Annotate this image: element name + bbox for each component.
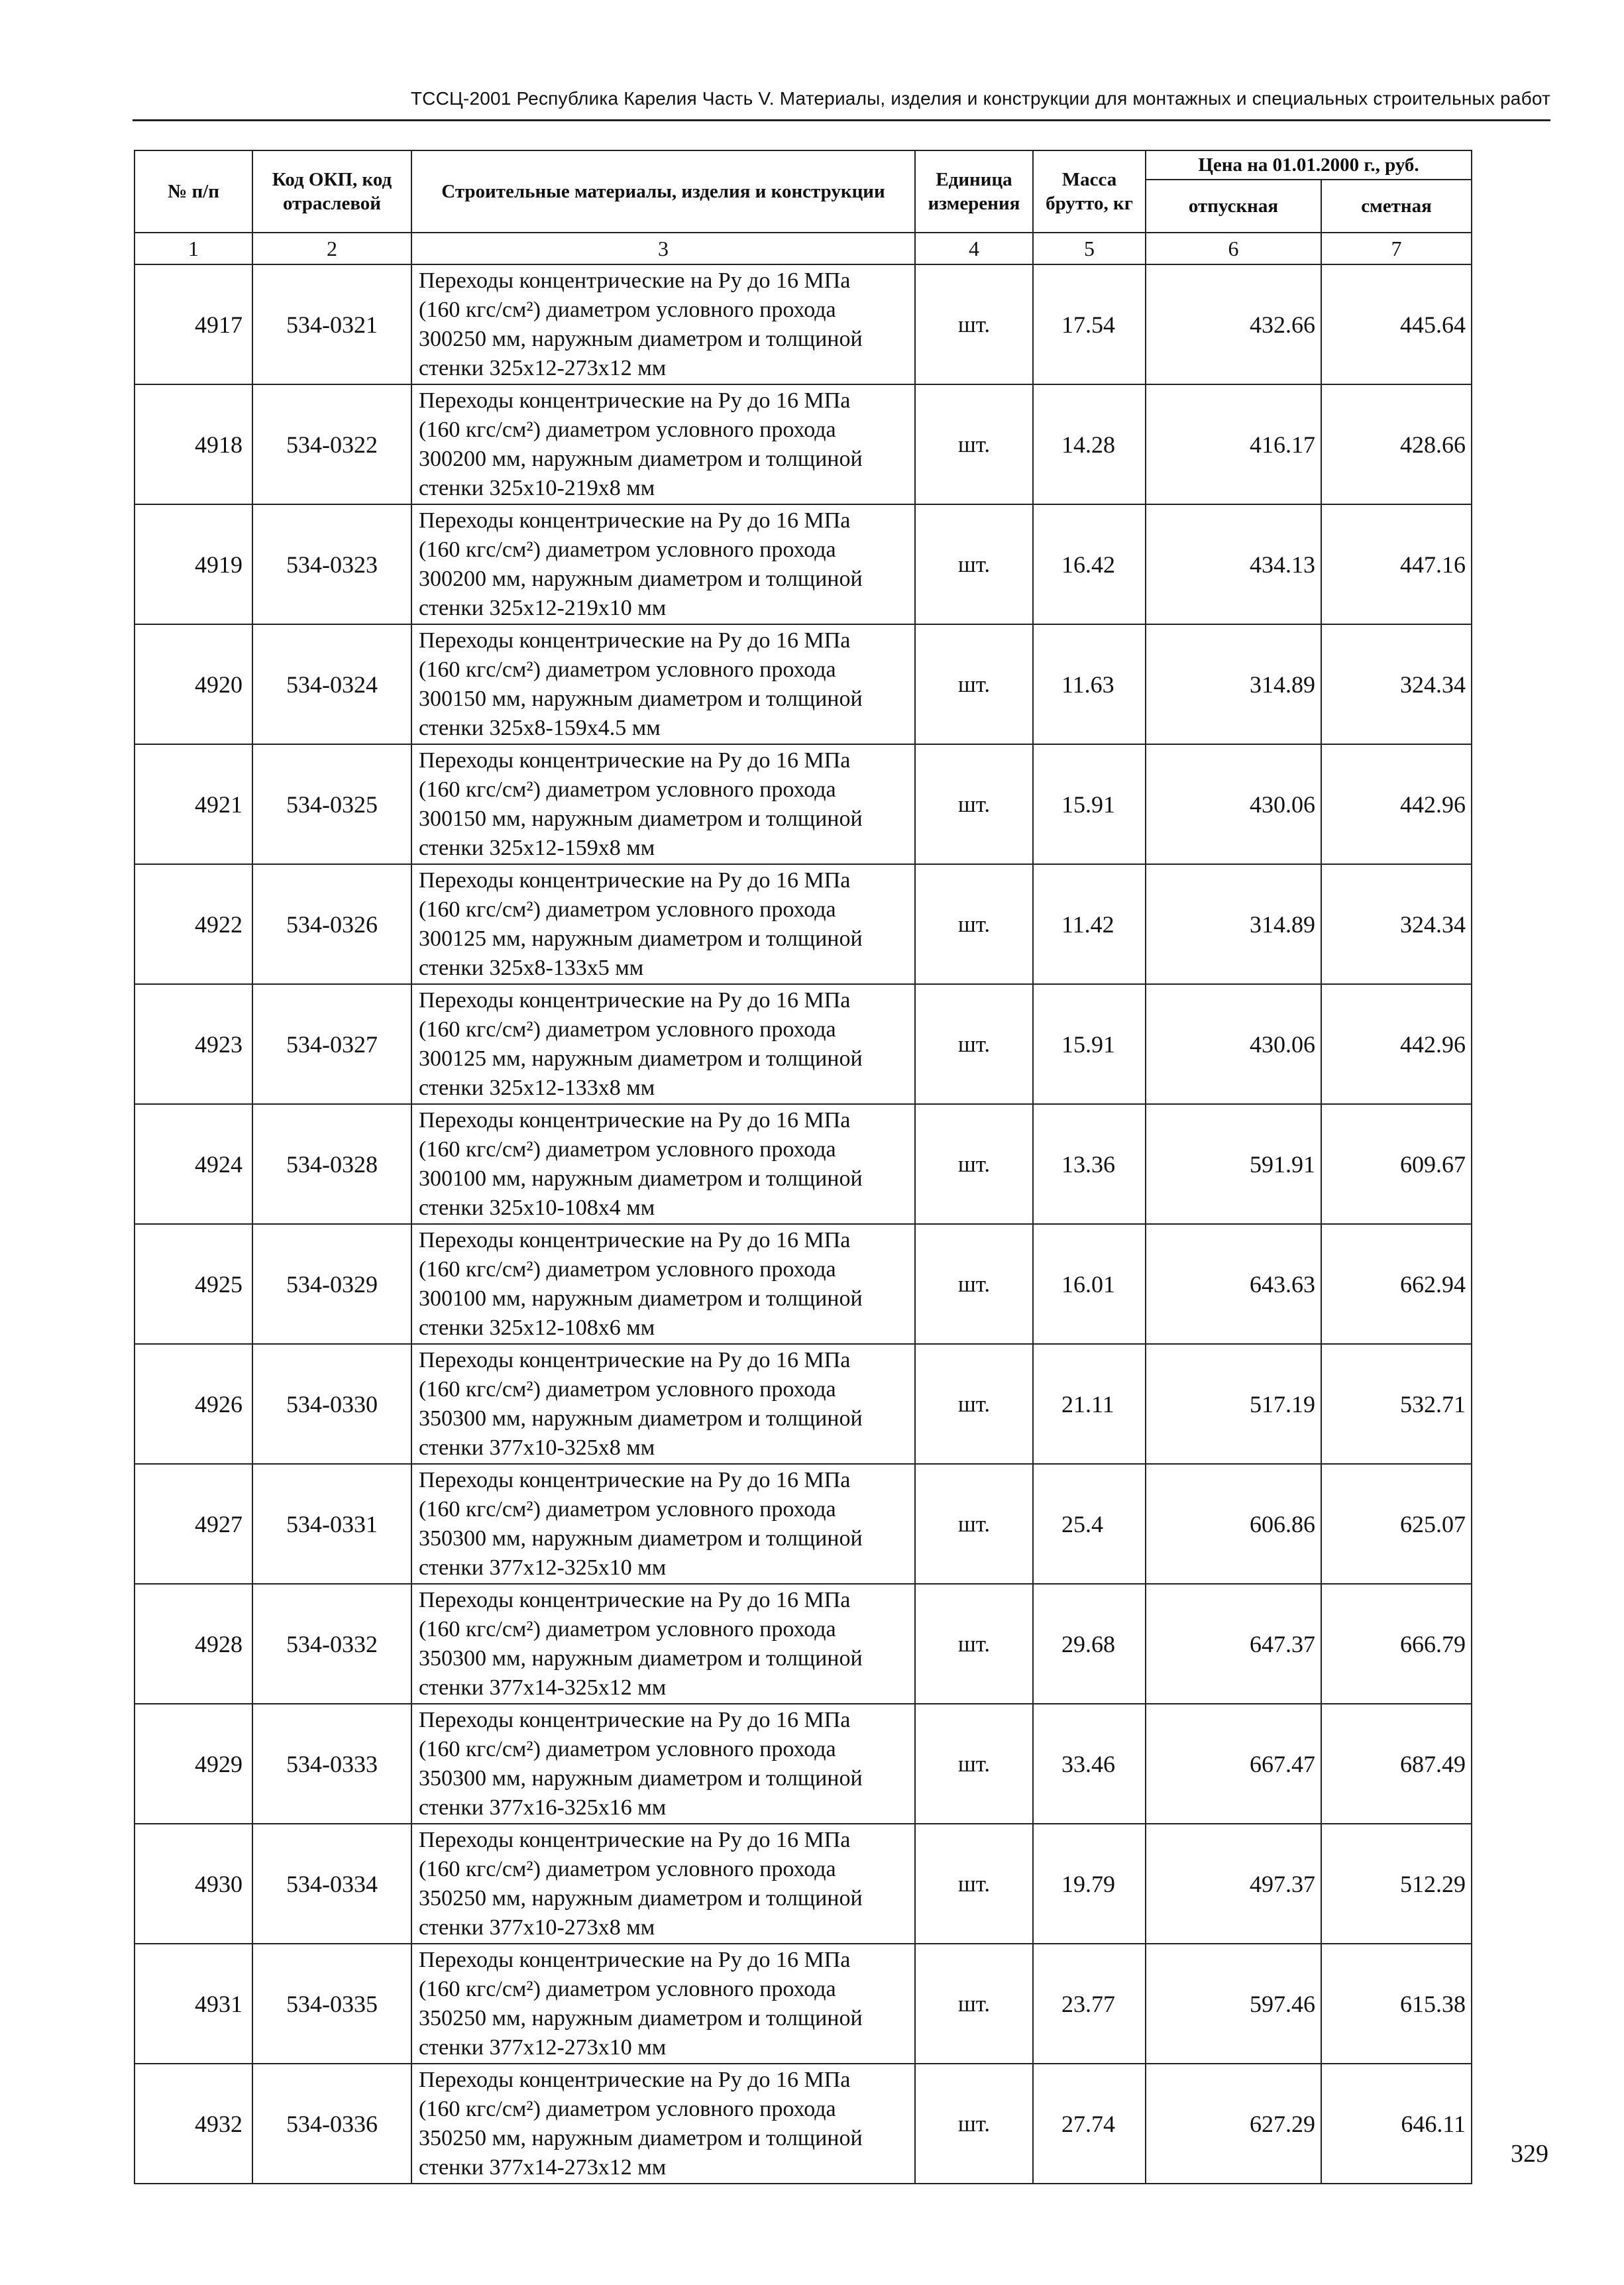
unit-of-measure: шт.: [915, 2064, 1033, 2184]
price-estimate: 442.96: [1321, 744, 1472, 864]
description-line: Переходы концентрические на Ру до 16 МПа: [419, 1947, 851, 1972]
column-number: 4: [915, 233, 1033, 264]
description-line: 350250 мм, наружным диаметром и толщиной: [419, 2125, 863, 2150]
description-line: Переходы концентрические на Ру до 16 МПа: [419, 1107, 851, 1133]
description-line: Переходы концентрические на Ру до 16 МПа: [419, 1587, 851, 1612]
price-release: 591.91: [1146, 1104, 1321, 1224]
description-line: стенки 377х16-325х16 мм: [419, 1795, 667, 1820]
table-row: [135, 1944, 1472, 2064]
description-line: Переходы концентрические на Ру до 16 МПа: [419, 748, 851, 773]
description-line: (160 кгс/см²) диаметром условного прохода: [419, 1017, 836, 1042]
description-line: (160 кгс/см²) диаметром условного прохода: [419, 657, 836, 682]
description-line: (160 кгс/см²) диаметром условного прохода: [419, 2096, 836, 2121]
okp-code: 534-0334: [252, 1824, 411, 1944]
col-header-price-release: отпускная: [1146, 180, 1321, 233]
table-row: [135, 1224, 1472, 1344]
table-row: [135, 864, 1472, 984]
price-estimate: 445.64: [1321, 264, 1472, 384]
description-line: (160 кгс/см²) диаметром условного прохода: [419, 1496, 836, 1522]
price-release: 434.13: [1146, 504, 1321, 624]
col-header-price-estimate: сметная: [1321, 180, 1472, 233]
gross-mass: 21.11: [1033, 1344, 1146, 1464]
okp-code: 534-0328: [252, 1104, 411, 1224]
description-line: (160 кгс/см²) диаметром условного прохода: [419, 1256, 836, 1282]
item-description: [411, 864, 915, 984]
col-header-desc: Строительные материалы, изделия и конструкции: [411, 150, 915, 233]
description-line: (160 кгс/см²) диаметром условного прохода: [419, 1736, 836, 1761]
description-line: Переходы концентрические на Ру до 16 МПа: [419, 1347, 851, 1372]
gross-mass: 14.28: [1033, 384, 1146, 504]
description-line: стенки 377х14-273х12 мм: [419, 2154, 667, 2180]
price-estimate: 512.29: [1321, 1824, 1472, 1944]
gross-mass: 29.68: [1033, 1584, 1146, 1704]
gross-mass: 13.36: [1033, 1104, 1146, 1224]
unit-of-measure: шт.: [915, 624, 1033, 744]
row-number: 4923: [135, 984, 252, 1104]
unit-of-measure: шт.: [915, 1944, 1033, 2064]
table-row: [135, 744, 1472, 864]
gross-mass: 16.01: [1033, 1224, 1146, 1344]
column-number-row: [135, 233, 1472, 264]
unit-of-measure: шт.: [915, 1704, 1033, 1824]
col-header-mass: Масса брутто, кг: [1033, 150, 1146, 233]
gross-mass: 17.54: [1033, 264, 1146, 384]
gross-mass: 16.42: [1033, 504, 1146, 624]
gross-mass: 27.74: [1033, 2064, 1146, 2184]
description-line: стенки 325х10-219х8 мм: [419, 475, 655, 500]
row-number: 4931: [135, 1944, 252, 2064]
description-line: Переходы концентрические на Ру до 16 МПа: [419, 987, 851, 1013]
table-row: [135, 384, 1472, 504]
price-estimate: 666.79: [1321, 1584, 1472, 1704]
description-line: Переходы концентрические на Ру до 16 МПа: [419, 268, 851, 293]
table-row: [135, 984, 1472, 1104]
page-number: 329: [1511, 2140, 1548, 2168]
item-description: [411, 1104, 915, 1224]
unit-of-measure: шт.: [915, 1464, 1033, 1584]
description-line: Переходы концентрические на Ру до 16 МПа: [419, 2067, 851, 2092]
description-line: (160 кгс/см²) диаметром условного прохода: [419, 417, 836, 442]
description-line: стенки 325х12-273х12 мм: [419, 355, 667, 380]
price-estimate: 662.94: [1321, 1224, 1472, 1344]
price-estimate: 609.67: [1321, 1104, 1472, 1224]
description-line: 300150 мм, наружным диаметром и толщиной: [419, 806, 863, 831]
item-description: [411, 1584, 915, 1704]
description-line: 300125 мм, наружным диаметром и толщиной: [419, 926, 863, 951]
price-release: 497.37: [1146, 1824, 1321, 1944]
gross-mass: 25.4: [1033, 1464, 1146, 1584]
price-release: 667.47: [1146, 1704, 1321, 1824]
price-estimate: 324.34: [1321, 864, 1472, 984]
description-line: 300150 мм, наружным диаметром и толщиной: [419, 686, 863, 711]
column-number: 5: [1033, 233, 1146, 264]
description-line: (160 кгс/см²) диаметром условного прохода: [419, 1137, 836, 1162]
description-line: 350300 мм, наружным диаметром и толщиной: [419, 1526, 863, 1551]
unit-of-measure: шт.: [915, 264, 1033, 384]
table-row: [135, 1824, 1472, 1944]
description-line: (160 кгс/см²) диаметром условного прохода: [419, 777, 836, 802]
price-estimate: 447.16: [1321, 504, 1472, 624]
column-number: 3: [411, 233, 915, 264]
description-line: стенки 377х14-325х12 мм: [419, 1675, 667, 1700]
item-description: [411, 1224, 915, 1344]
item-description: [411, 1824, 915, 1944]
price-estimate: 625.07: [1321, 1464, 1472, 1584]
description-line: 350300 мм, наружным диаметром и толщиной: [419, 1406, 863, 1431]
unit-of-measure: шт.: [915, 864, 1033, 984]
row-number: 4929: [135, 1704, 252, 1824]
description-line: 300200 мм, наружным диаметром и толщиной: [419, 446, 863, 471]
description-line: Переходы концентрические на Ру до 16 МПа: [419, 388, 851, 413]
okp-code: 534-0336: [252, 2064, 411, 2184]
description-line: (160 кгс/см²) диаметром условного прохода: [419, 1616, 836, 1642]
okp-code: 534-0335: [252, 1944, 411, 2064]
description-line: 300250 мм, наружным диаметром и толщиной: [419, 326, 863, 351]
column-number: 7: [1321, 233, 1472, 264]
description-line: (160 кгс/см²) диаметром условного прохода: [419, 897, 836, 922]
description-line: Переходы концентрические на Ру до 16 МПа: [419, 1707, 851, 1732]
row-number: 4920: [135, 624, 252, 744]
description-line: 350300 мм, наружным диаметром и толщиной: [419, 1645, 863, 1671]
price-release: 416.17: [1146, 384, 1321, 504]
price-table: [134, 150, 1472, 2184]
item-description: [411, 624, 915, 744]
row-number: 4927: [135, 1464, 252, 1584]
okp-code: 534-0321: [252, 264, 411, 384]
row-number: 4932: [135, 2064, 252, 2184]
gross-mass: 11.42: [1033, 864, 1146, 984]
okp-code: 534-0323: [252, 504, 411, 624]
description-line: (160 кгс/см²) диаметром условного прохода: [419, 1976, 836, 2001]
unit-of-measure: шт.: [915, 1824, 1033, 1944]
description-line: стенки 325х12-108х6 мм: [419, 1315, 655, 1340]
unit-of-measure: шт.: [915, 1344, 1033, 1464]
table-row: [135, 1344, 1472, 1464]
description-line: Переходы концентрические на Ру до 16 МПа: [419, 508, 851, 533]
price-release: 430.06: [1146, 744, 1321, 864]
okp-code: 534-0330: [252, 1344, 411, 1464]
row-number: 4928: [135, 1584, 252, 1704]
price-release: 643.63: [1146, 1224, 1321, 1344]
column-number: 2: [252, 233, 411, 264]
gross-mass: 33.46: [1033, 1704, 1146, 1824]
price-estimate: 532.71: [1321, 1344, 1472, 1464]
description-line: Переходы концентрические на Ру до 16 МПа: [419, 628, 851, 653]
description-line: стенки 325х8-133х5 мм: [419, 955, 644, 980]
gross-mass: 11.63: [1033, 624, 1146, 744]
table-row: [135, 504, 1472, 624]
table-row: [135, 1584, 1472, 1704]
okp-code: 534-0322: [252, 384, 411, 504]
price-release: 597.46: [1146, 1944, 1321, 2064]
description-line: (160 кгс/см²) диаметром условного прохода: [419, 1376, 836, 1402]
price-estimate: 428.66: [1321, 384, 1472, 504]
item-description: [411, 1944, 915, 2064]
item-description: [411, 1704, 915, 1824]
row-number: 4921: [135, 744, 252, 864]
table-row: [135, 2064, 1472, 2184]
description-line: 350250 мм, наружным диаметром и толщиной: [419, 1885, 863, 1911]
price-release: 430.06: [1146, 984, 1321, 1104]
gross-mass: 15.91: [1033, 984, 1146, 1104]
description-line: стенки 325х8-159х4.5 мм: [419, 715, 661, 740]
description-line: Переходы концентрические на Ру до 16 МПа: [419, 867, 851, 893]
row-number: 4924: [135, 1104, 252, 1224]
okp-code: 534-0331: [252, 1464, 411, 1584]
price-release: 517.19: [1146, 1344, 1321, 1464]
row-number: 4917: [135, 264, 252, 384]
okp-code: 534-0327: [252, 984, 411, 1104]
description-line: Переходы концентрические на Ру до 16 МПа: [419, 1827, 851, 1852]
price-estimate: 687.49: [1321, 1704, 1472, 1824]
description-line: стенки 377х12-325х10 мм: [419, 1555, 667, 1580]
col-header-price-group: Цена на 01.01.2000 г., руб.: [1146, 150, 1472, 180]
price-estimate: 324.34: [1321, 624, 1472, 744]
column-number: 6: [1146, 233, 1321, 264]
okp-code: 534-0324: [252, 624, 411, 744]
unit-of-measure: шт.: [915, 504, 1033, 624]
unit-of-measure: шт.: [915, 1224, 1033, 1344]
description-line: 300100 мм, наружным диаметром и толщиной: [419, 1166, 863, 1191]
description-line: стенки 325х12-159х8 мм: [419, 835, 655, 860]
description-line: (160 кгс/см²) диаметром условного прохода: [419, 537, 836, 562]
running-header: ТССЦ-2001 Республика Карелия Часть V. Материалы, изделия и конструкции для монтажных и специальных строительных работ: [133, 86, 1550, 121]
item-description: [411, 744, 915, 864]
description-line: Переходы концентрические на Ру до 16 МПа: [419, 1227, 851, 1253]
table-row: [135, 1464, 1472, 1584]
gross-mass: 23.77: [1033, 1944, 1146, 2064]
description-line: Переходы концентрические на Ру до 16 МПа: [419, 1467, 851, 1492]
gross-mass: 19.79: [1033, 1824, 1146, 1944]
row-number: 4918: [135, 384, 252, 504]
unit-of-measure: шт.: [915, 1104, 1033, 1224]
unit-of-measure: шт.: [915, 1584, 1033, 1704]
okp-code: 534-0332: [252, 1584, 411, 1704]
okp-code: 534-0325: [252, 744, 411, 864]
okp-code: 534-0329: [252, 1224, 411, 1344]
description-line: 300125 мм, наружным диаметром и толщиной: [419, 1046, 863, 1071]
price-estimate: 646.11: [1321, 2064, 1472, 2184]
okp-code: 534-0333: [252, 1704, 411, 1824]
item-description: [411, 264, 915, 384]
description-line: стенки 377х12-273х10 мм: [419, 2034, 667, 2060]
description-line: (160 кгс/см²) диаметром условного прохода: [419, 297, 836, 322]
table-header-row: [135, 150, 1472, 180]
price-release: 432.66: [1146, 264, 1321, 384]
description-line: 300100 мм, наружным диаметром и толщиной: [419, 1286, 863, 1311]
row-number: 4926: [135, 1344, 252, 1464]
row-number: 4922: [135, 864, 252, 984]
row-number: 4919: [135, 504, 252, 624]
item-description: [411, 984, 915, 1104]
price-release: 647.37: [1146, 1584, 1321, 1704]
unit-of-measure: шт.: [915, 744, 1033, 864]
description-line: 350300 мм, наружным диаметром и толщиной: [419, 1765, 863, 1791]
price-release: 314.89: [1146, 624, 1321, 744]
description-line: стенки 325х10-108х4 мм: [419, 1195, 655, 1220]
item-description: [411, 2064, 915, 2184]
price-release: 627.29: [1146, 2064, 1321, 2184]
table-row: [135, 264, 1472, 384]
col-header-unit: Единица измерения: [915, 150, 1033, 233]
item-description: [411, 504, 915, 624]
table-row: [135, 1104, 1472, 1224]
col-header-code: Код ОКП, код отраслевой: [252, 150, 411, 233]
description-line: стенки 377х10-273х8 мм: [419, 1915, 655, 1940]
description-line: стенки 377х10-325х8 мм: [419, 1435, 655, 1460]
price-release: 314.89: [1146, 864, 1321, 984]
item-description: [411, 1344, 915, 1464]
description-line: (160 кгс/см²) диаметром условного прохода: [419, 1856, 836, 1881]
okp-code: 534-0326: [252, 864, 411, 984]
price-estimate: 442.96: [1321, 984, 1472, 1104]
price-estimate: 615.38: [1321, 1944, 1472, 2064]
item-description: [411, 384, 915, 504]
item-description: [411, 1464, 915, 1584]
description-line: 350250 мм, наружным диаметром и толщиной: [419, 2005, 863, 2031]
table-row: [135, 1704, 1472, 1824]
column-number: 1: [135, 233, 252, 264]
gross-mass: 15.91: [1033, 744, 1146, 864]
row-number: 4925: [135, 1224, 252, 1344]
description-line: стенки 325х12-219х10 мм: [419, 595, 667, 620]
col-header-num: № п/п: [135, 150, 252, 233]
unit-of-measure: шт.: [915, 984, 1033, 1104]
table-row: [135, 624, 1472, 744]
table-body: [135, 264, 1472, 2184]
unit-of-measure: шт.: [915, 384, 1033, 504]
price-release: 606.86: [1146, 1464, 1321, 1584]
row-number: 4930: [135, 1824, 252, 1944]
description-line: 300200 мм, наружным диаметром и толщиной: [419, 566, 863, 591]
description-line: стенки 325х12-133х8 мм: [419, 1075, 655, 1100]
